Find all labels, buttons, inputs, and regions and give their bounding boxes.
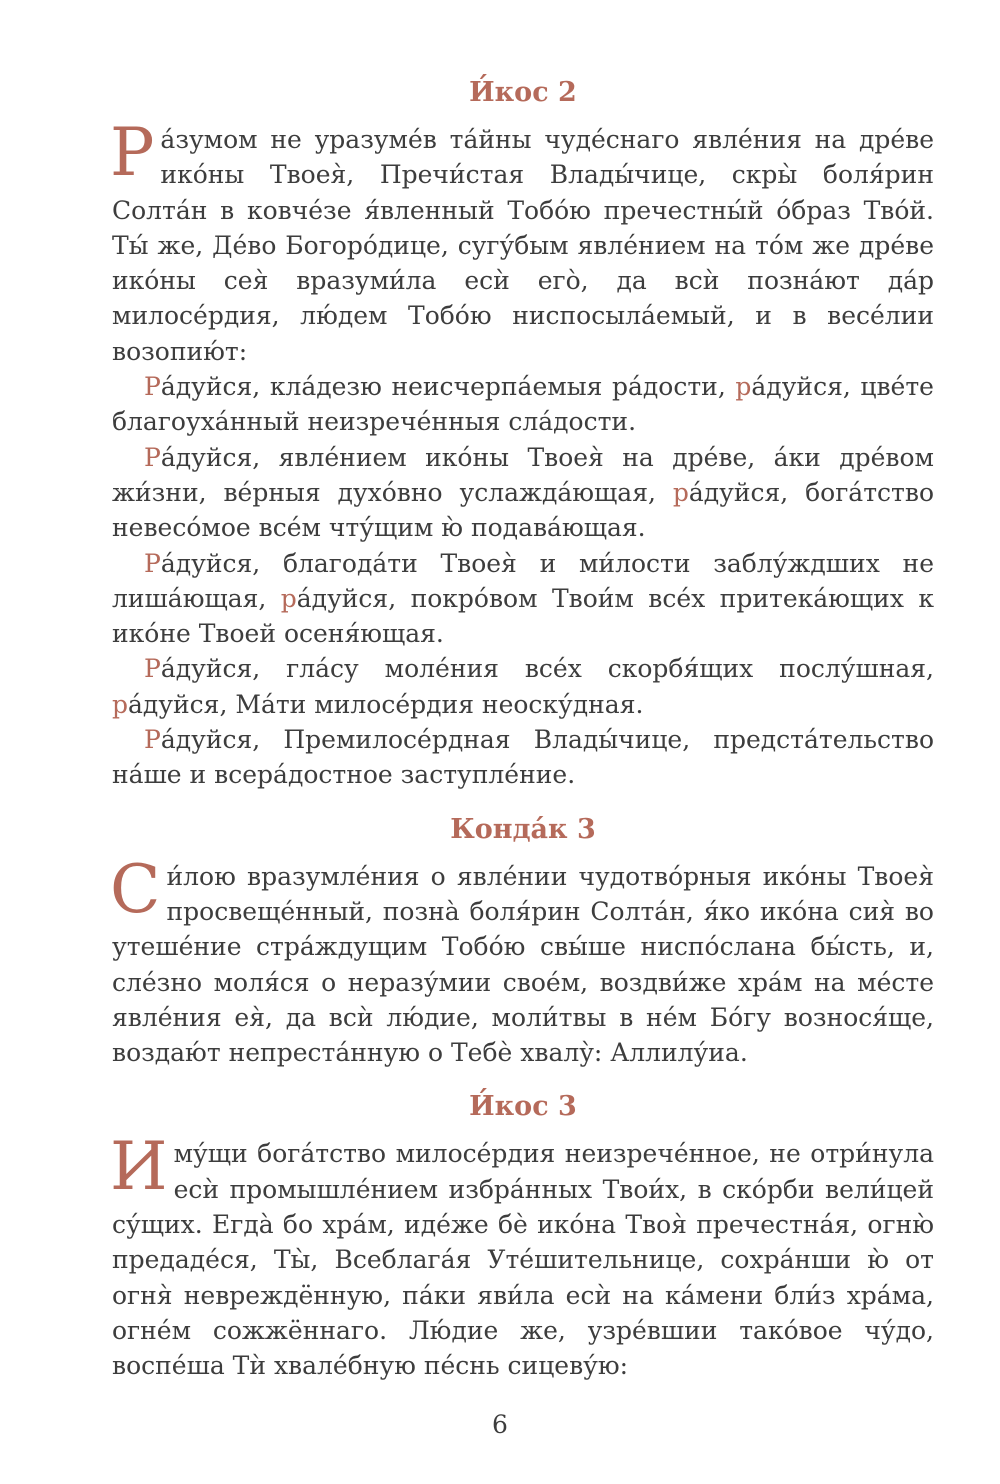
- ikos-2-section: [112, 74, 934, 793]
- body-text: му́щи бога́тство милосе́рдия неизрече́нное, не отри́нула есѝ промышле́нием избра́нных Твои́х, в ско́рби вели́цей су́щих. Егда̀ бо хра́м, иде́же бѐ ико́на Твоя̀ пречестна́я, огню̀ предаде́ся, Ты̀, Всеблага́я Уте́шительнице, сохра́нши ю̀ от огня̀ невреждённую, па́ки яви́ла есѝ на ка́мени бли́з хра́ма, огне́м сожжённаго. Лю́дие же, узре́вшии тако́вое чу́до, воспе́ша Тѝ хвале́бную пе́снь сицеву́ю:: [112, 1139, 934, 1381]
- body-text: и́лою вразумле́ния о явле́нии чудотво́рныя ико́ны Твоея̀ просвеще́нный, позна̀ боля́рин Солта́н, я́ко ико́на сия̀ во утеше́ние стра́ждущим Тобо́ю свы́ше ниспо́слана бы́сть, и, сле́зно моля́ся о неразу́мии свое́м, воздви́же хра́м на ме́сте явле́ния ея̀, да всѝ лю́дие, моли́твы в не́м Бо́гу вознося́ще, воздаю́т непреста́нную о Тебѐ хвалу̀: Аллилу́иа.: [112, 861, 934, 1068]
- drop-cap: И: [110, 1128, 168, 1206]
- ikos-3-body: [110, 1128, 934, 1383]
- hail-line: Ра́дуйся, благода́ти Твоея̀ и ми́лости заблу́ждших не лиша́ющая, ра́дуйся, покро́вом Твои́м все́х притека́ющих к ико́не Твоей осеня́ющая.: [112, 548, 934, 649]
- body-text: а́зумом не уразуме́в та́йны чуде́снаго явле́ния на дре́ве ико́ны Твоея̀, Пречи́стая Влады́чице, скры̀ боля́рин Солта́н в ковче́зе я́вленный Тобо́ю пречестны́й о́браз Тво́й. Ты́ же, Де́во Богоро́дице, сугу́бым явле́нием на то́м же дре́ве ико́ны сея̀ вразуми́ла есѝ его̀, да всѝ позна́ют да́р милосе́рдия, лю́дем Тобо́ю ниспосыла́емый, и в весе́лии возопию́т:: [112, 125, 934, 366]
- section-heading: Конда́к 3: [450, 813, 596, 845]
- ikos-2-body: [110, 114, 934, 369]
- ikos-3-section: [112, 1088, 934, 1383]
- page-number: 6: [492, 1410, 508, 1439]
- hail-line: Ра́дуйся, Премилосе́рдная Влады́чице, предста́тельство на́ше и всера́достное заступле́ние.: [112, 725, 934, 790]
- hail-line: Ра́дуйся, кла́дезю неисчерпа́емыя ра́дости, ра́дуйся, цве́те благоуха́нный неизрече́нныя сла́дости.: [112, 372, 934, 437]
- kontakion-3-section: [112, 811, 934, 1071]
- kontakion-3-body: [110, 850, 934, 1071]
- section-heading: И́кос 3: [469, 1091, 577, 1123]
- hail-line: Ра́дуйся, гла́су моле́ния все́х скорбя́щих послу́шная, ра́дуйся, Ма́ти милосе́рдия неоску́дная.: [112, 654, 934, 719]
- drop-cap: С: [110, 850, 161, 928]
- hail-line: Ра́дуйся, явле́нием ико́ны Твоея̀ на дре́ве, а́ки дре́вом жи́зни, ве́рныя духо́вно услажда́ющая, ра́дуйся, бога́тство невесо́мое все́м чту́щим ю̀ подава́ющая.: [112, 442, 935, 543]
- section-heading: И́кос 2: [469, 77, 577, 108]
- drop-cap: Р: [110, 114, 155, 191]
